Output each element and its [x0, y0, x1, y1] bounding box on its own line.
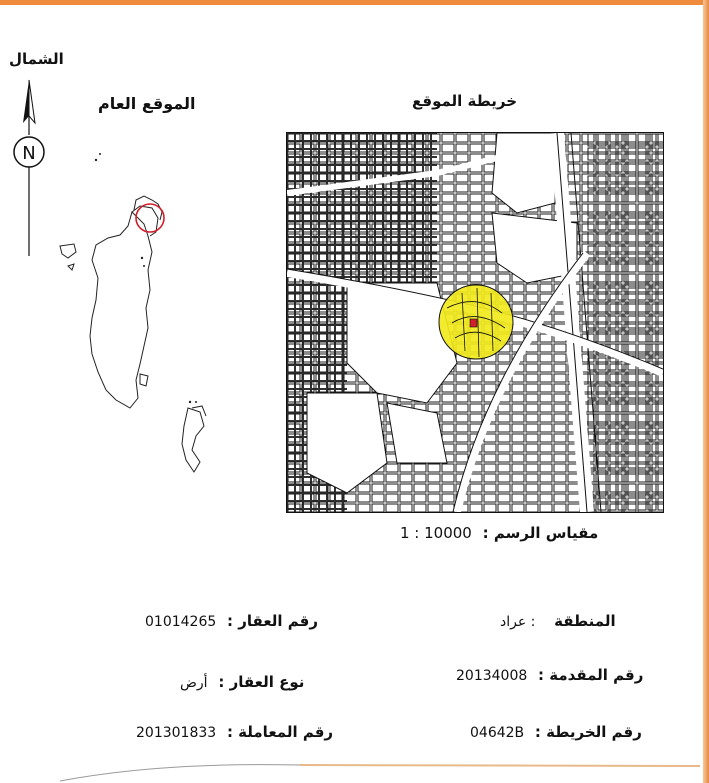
general-location-title: الموقع العام: [98, 94, 196, 113]
site-map: [286, 132, 664, 513]
area-value: : عراد: [500, 614, 536, 630]
site-map-drawing: [287, 133, 663, 512]
map-scale: [400, 524, 598, 542]
parcel-marker: [470, 319, 477, 327]
submission-number-label: رقم المقدمة :: [538, 666, 644, 684]
submission-number-value: 20134008: [456, 668, 528, 684]
scale-value: 1 : 10000: [400, 524, 472, 542]
property-number-field: [145, 612, 318, 630]
property-number-value: 01014265: [145, 614, 217, 630]
submission-number-field: [456, 666, 643, 684]
north-label: الشمال: [9, 50, 64, 68]
property-type-field: [180, 673, 304, 691]
transaction-number-field: [136, 723, 333, 741]
page-frame-top: [0, 0, 709, 5]
property-number-label: رقم العقار :: [227, 612, 319, 630]
property-type-value: أرض: [180, 675, 208, 691]
scale-label: مقياس الرسم :: [482, 524, 599, 542]
page-frame-right: [703, 0, 709, 783]
overview-location-circle: [136, 204, 164, 232]
site-map-title: خريطة الموقع: [412, 92, 518, 110]
overview-map: [40, 140, 250, 480]
map-number-label: رقم الخريطة :: [534, 723, 642, 741]
north-letter: N: [22, 143, 36, 164]
map-number-field: [470, 723, 642, 741]
transaction-number-value: 201301833: [136, 725, 217, 741]
area-field: [500, 612, 616, 630]
map-number-value: 04642B: [470, 725, 525, 741]
transaction-number-label: رقم المعاملة :: [226, 723, 334, 741]
area-label: المنطقة: [554, 612, 616, 630]
property-type-label: نوع العقار :: [218, 673, 305, 691]
